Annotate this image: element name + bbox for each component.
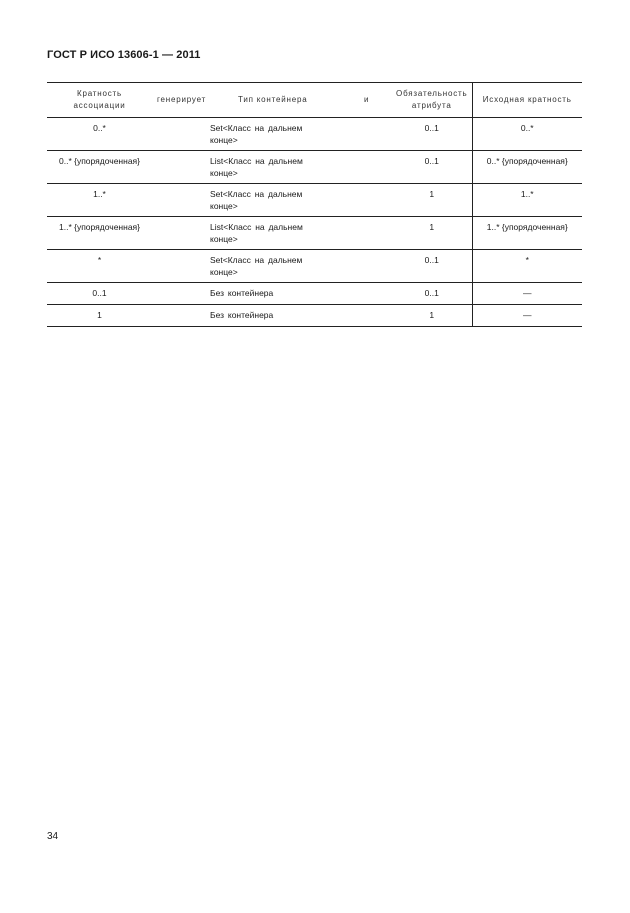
cell-required: 0..1 [424,255,439,265]
cell-and [352,217,392,250]
cell-generates [152,118,202,151]
cell-original-multiplicity: 0..* [472,118,582,151]
cell-original-multiplicity: 1..* [472,184,582,217]
cell-original-multiplicity: 0..* {упорядоченная} [472,151,582,184]
cell-container-type-line1: Set<Класс на дальнем [210,123,303,133]
cell-multiplicity: 0..* [93,123,106,133]
multiplicity-mapping-table-container [47,82,582,327]
table-row [47,305,582,327]
cell-and [352,151,392,184]
header-multiplicity [47,83,152,118]
header-multiplicity-line1: Кратность [77,89,122,98]
cell-required: 1 [429,310,435,320]
cell-generates [152,305,202,327]
header-required [392,83,472,118]
cell-required: 1 [429,189,435,199]
cell-and [352,283,392,305]
cell-original-multiplicity: * [472,250,582,283]
cell-original-multiplicity: — [472,305,582,327]
cell-original-multiplicity: 1..* {упорядоченная} [472,217,582,250]
cell-container-type: Без контейнера [210,288,274,298]
cell-multiplicity: 1..* [93,189,106,199]
cell-container-type-line2: конце> [210,135,238,145]
cell-container-type [202,217,352,250]
cell-container-type-line2: конце> [210,234,238,244]
cell-container-type-line1: List<Класс на дальнем [210,156,303,166]
cell-multiplicity: 0..* {упорядоченная} [59,156,140,166]
header-multiplicity-line2: ассоциации [73,101,126,110]
header-and: и [364,95,370,104]
table-row [47,217,582,250]
cell-container-type [202,118,352,151]
header-original-multiplicity: Исходная кратность [472,83,582,118]
table-header [47,83,582,118]
cell-container-type-line1: Set<Класс на дальнем [210,255,303,265]
cell-required: 1 [429,222,435,232]
cell-container-type [202,184,352,217]
header-generates: генерирует [157,95,207,104]
document-header: ГОСТ Р ИСО 13606-1 — 2011 [47,49,201,61]
cell-container-type: Без контейнера [210,310,274,320]
cell-generates [152,217,202,250]
cell-and [352,250,392,283]
cell-multiplicity: 1..* {упорядоченная} [59,222,140,232]
table-row [47,283,582,305]
table-row [47,151,582,184]
cell-generates [152,151,202,184]
cell-generates [152,250,202,283]
cell-container-type [202,151,352,184]
cell-container-type-line1: Set<Класс на дальнем [210,189,303,199]
cell-generates [152,283,202,305]
cell-and [352,118,392,151]
cell-container-type [202,250,352,283]
cell-required: 0..1 [424,288,439,298]
cell-multiplicity: 0..1 [92,288,107,298]
table-body [47,118,582,327]
cell-and [352,184,392,217]
table-row [47,184,582,217]
header-required-line2: атрибута [411,101,452,110]
header-required-line1: Обязательность [396,89,468,98]
cell-and [352,305,392,327]
table-row [47,250,582,283]
cell-container-type-line2: конце> [210,168,238,178]
cell-container-type-line2: конце> [210,201,238,211]
cell-multiplicity: * [97,255,102,265]
cell-multiplicity: 1 [97,310,102,320]
table-row [47,118,582,151]
cell-required: 0..1 [424,156,439,166]
cell-container-type-line2: конце> [210,267,238,277]
multiplicity-mapping-table [47,82,582,327]
cell-generates [152,184,202,217]
table-header-row [47,83,582,118]
cell-required: 0..1 [424,123,439,133]
page-number: 34 [47,831,59,842]
cell-original-multiplicity: — [472,283,582,305]
header-container-type: Тип контейнера [238,95,308,104]
cell-container-type-line1: List<Класс на дальнем [210,222,303,232]
